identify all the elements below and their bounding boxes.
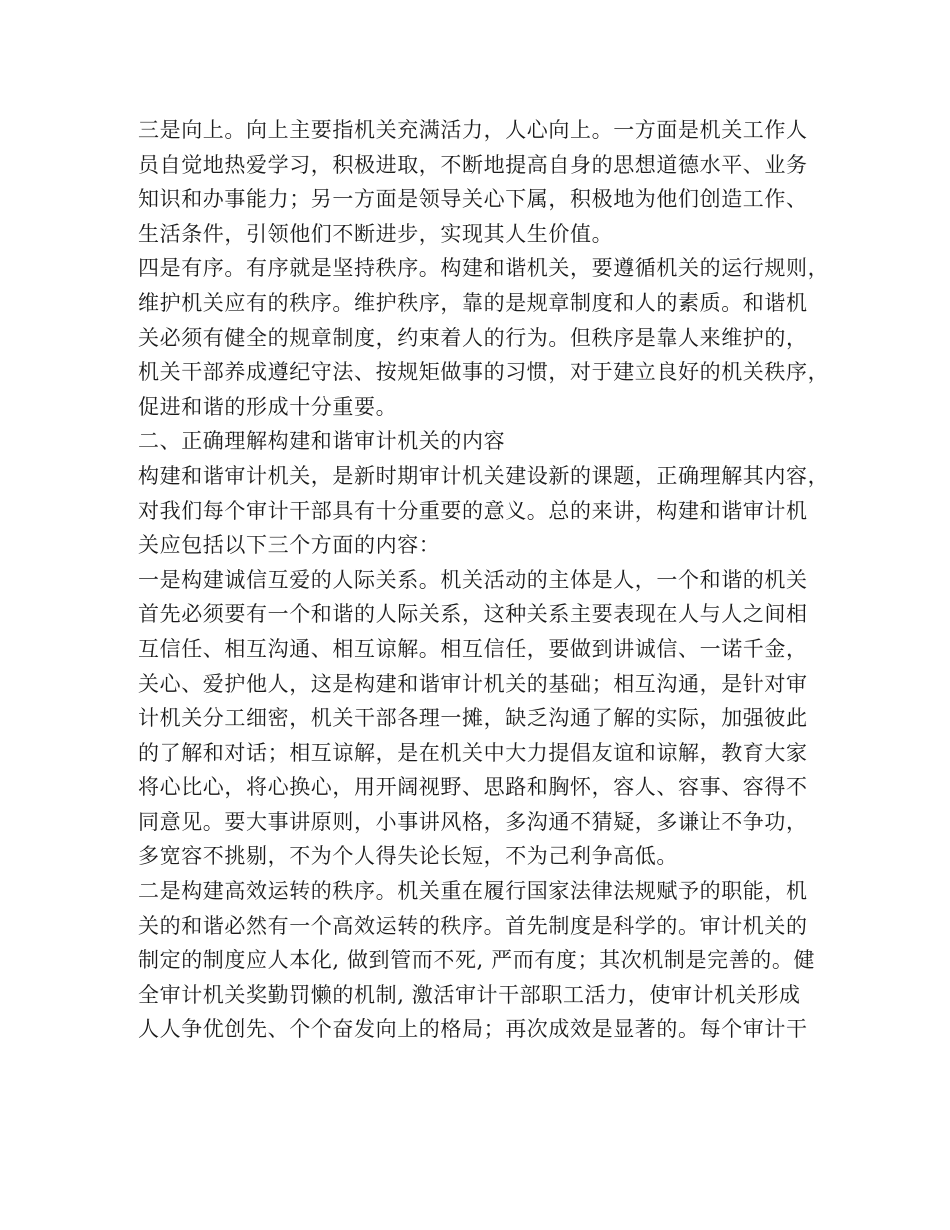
text-line: 首先必须要有一个和谐的人际关系，这种关系主要表现在人与人之间相: [138, 602, 808, 627]
text-line: 四是有序。有序就是坚持秩序。构建和谐机关，要遵循机关的运行规则，: [138, 256, 830, 281]
text-line: 制定的制度应人本化, 做到管而不死, 严而有度；其次机制是完善的。健: [138, 948, 816, 973]
text-line: 人人争优创先、个个奋发向上的格局；再次成效是显著的。每个审计干: [138, 1017, 808, 1042]
text-line: 将心比心，将心换心，用开阔视野、思路和胸怀，容人、容事、容得不: [138, 775, 808, 800]
section-heading: 二、正确理解构建和谐审计机关的内容: [138, 429, 506, 454]
text-line: 机关干部养成遵纪守法、按规矩做事的习惯，对于建立良好的机关秩序，: [138, 360, 830, 385]
body-text: [138, 113, 828, 1047]
text-line: 员自觉地热爱学习，积极进取，不断地提高自身的思想道德水平、业务: [138, 152, 808, 177]
text-line: 促进和谐的形成十分重要。: [138, 394, 398, 419]
text-line: 关必须有健全的规章制度，约束着人的行为。但秩序是靠人来维护的，: [138, 325, 808, 350]
text-line: 关应包括以下三个方面的内容：: [138, 533, 441, 558]
text-line: 三是向上。向上主要指机关充满活力，人心向上。一方面是机关工作人: [138, 118, 808, 142]
text-line: 的了解和对话；相互谅解，是在机关中大力提倡友谊和谅解，教育大家: [138, 740, 808, 765]
text-line: 一是构建诚信互爱的人际关系。机关活动的主体是人，一个和谐的机关: [138, 567, 808, 592]
text-line: 生活条件，引领他们不断进步，实现其人生价值。: [138, 221, 614, 246]
text-line: 同意见。要大事讲原则，小事讲风格，多沟通不猜疑，多谦让不争功，: [138, 809, 808, 834]
text-line: 关的和谐必然有一个高效运转的秩序。首先制度是科学的。审计机关的: [138, 913, 808, 938]
text-line: 多宽容不挑剔，不为个人得失论长短，不为己利争高低。: [138, 844, 678, 869]
text-line: 构建和谐审计机关，是新时期审计机关建设新的课题，正确理解其内容，: [138, 463, 830, 488]
text-line: 关心、爱护他人，这是构建和谐审计机关的基础；相互沟通，是针对审: [138, 671, 808, 696]
text-line: 互信任、相互沟通、相互谅解。相互信任，要做到讲诚信、一诺千金，: [138, 636, 808, 661]
text-line: 对我们每个审计干部具有十分重要的意义。总的来讲，构建和谐审计机: [138, 498, 808, 523]
text-line: 全审计机关奖勤罚懒的机制, 激活审计干部职工活力，使审计机关形成: [138, 982, 801, 1007]
text-line: 维护机关应有的秩序。维护秩序，靠的是规章制度和人的素质。和谐机: [138, 290, 808, 315]
text-line: 知识和办事能力；另一方面是领导关心下属，积极地为他们创造工作、: [138, 187, 808, 212]
text-line: 二是构建高效运转的秩序。机关重在履行国家法律法规赋予的职能，机: [138, 879, 808, 904]
text-line: 计机关分工细密，机关干部各理一摊，缺乏沟通了解的实际，加强彼此: [138, 706, 808, 731]
